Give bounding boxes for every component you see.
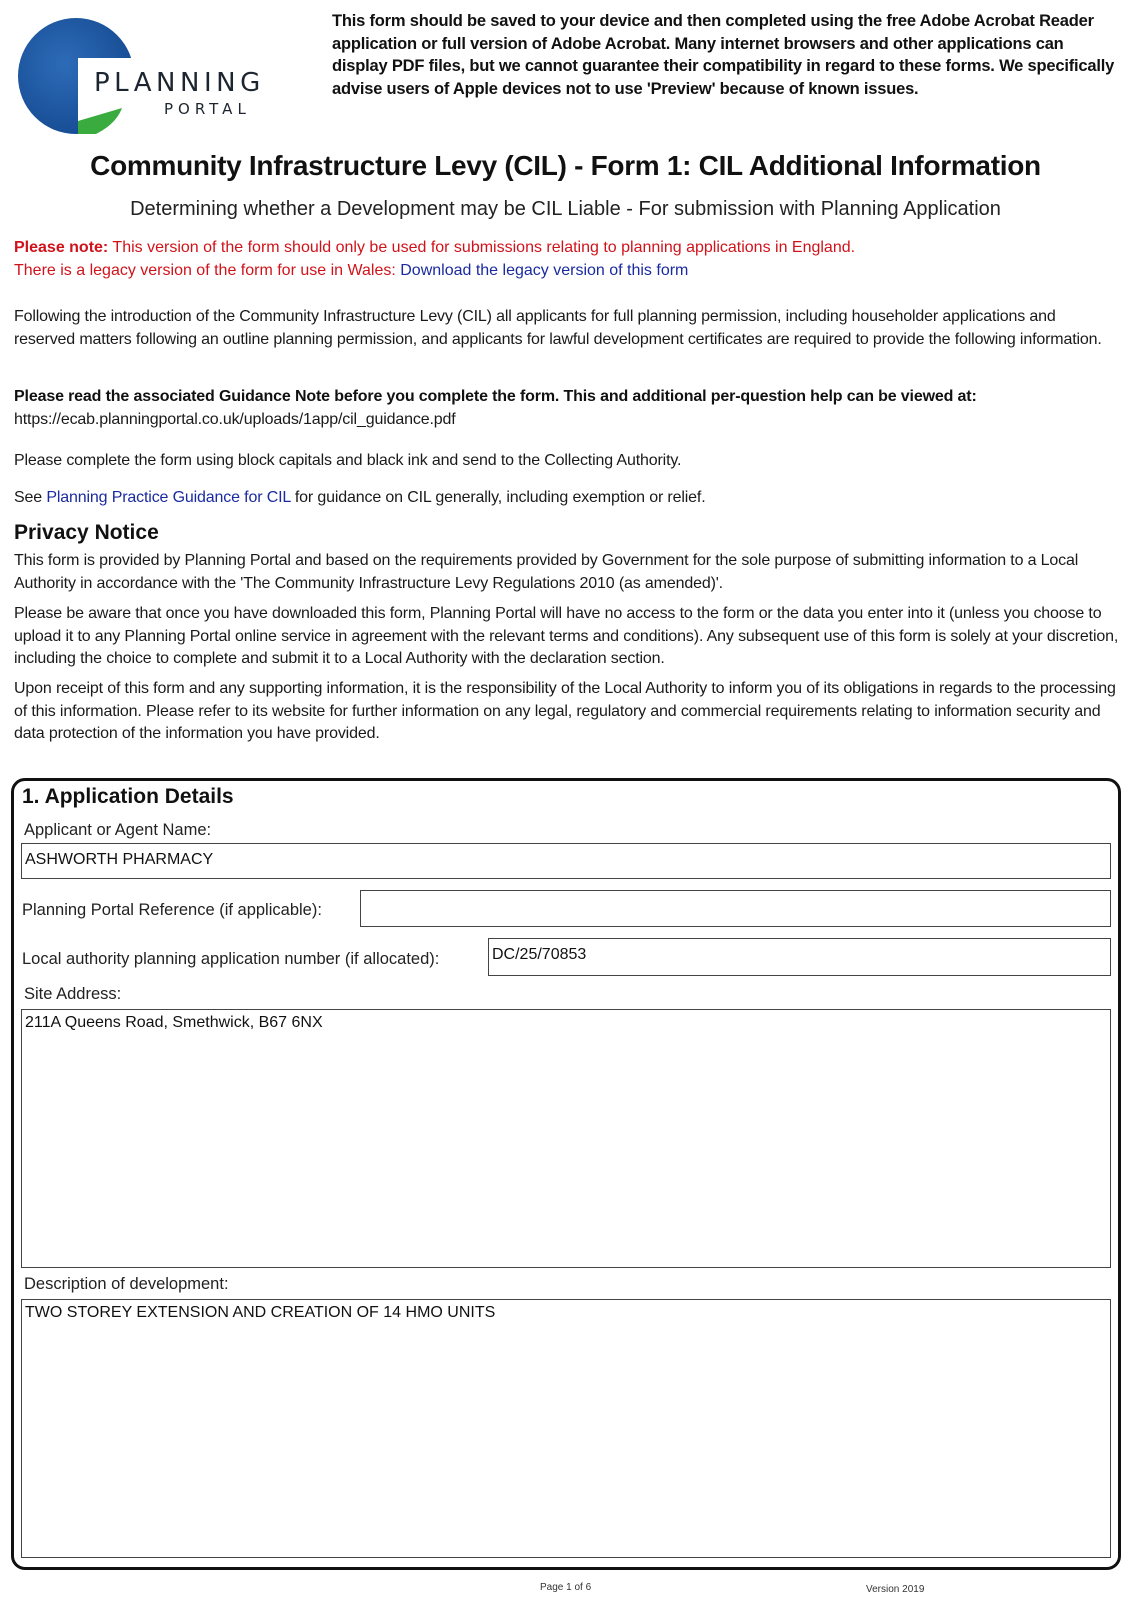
privacy-paragraph-2: Please be aware that once you have downloaded this form, Planning Portal will have no access to the form or the data you enter into it (unless you choose to upload it to any Planning Portal online service in agreement with the relevant terms and conditions). Any subsequent use of this form is solely at your discretion, including the choice to complete and submit it to a Local Authority with the declaration section. — [14, 605, 1119, 667]
site-address-label: Site Address: — [24, 985, 122, 1003]
portal-reference-field[interactable] — [360, 890, 1111, 927]
privacy-paragraph-1: This form is provided by Planning Portal and based on the requirements provided by Government for the sole purpose of submitting information to a Local Authority in accordance with the 'The Community Infrastructure Levy Regulations 2010 (as amended)'. — [14, 552, 1079, 592]
guidance-note-instruction: Please read the associated Guidance Note before you complete the form. This and additional per-question help can be viewed at: — [14, 388, 977, 405]
page-subtitle: Determining whether a Development may be CIL Liable - For submission with Planning Application — [130, 198, 1001, 220]
page-title: Community Infrastructure Levy (CIL) - Form 1: CIL Additional Information — [90, 150, 1041, 181]
privacy-paragraph-3: Upon receipt of this form and any supporting information, it is the responsibility of the Local Authority to inform you of its obligations in regards to the processing of this information. Please refer to its website for further information on any legal, regulatory and commercial requirements relating to information security and data protection of the information you have provided. — [14, 680, 1116, 742]
version-label: Version 2019 — [866, 1584, 925, 1595]
applicant-name-label: Applicant or Agent Name: — [24, 821, 212, 839]
logo-text-planning: PLANNING — [94, 68, 265, 98]
wales-legacy-note — [14, 260, 688, 282]
cil-guidance-link[interactable]: https://ecab.planningportal.co.uk/uploads/1app/cil_guidance.pdf — [14, 411, 456, 428]
la-application-number-label: Local authority planning application number (if allocated): — [22, 950, 440, 968]
intro-paragraph: Following the introduction of the Community Infrastructure Levy (CIL) all applicants for full planning permission, including householder applications and reserved matters following an outline planning permission, and applicants for lawful development certificates are required to provide the following information. — [14, 308, 1102, 348]
legacy-text: There is a legacy version of the form for use in Wales: — [14, 262, 401, 279]
portal-reference-label: Planning Portal Reference (if applicable): — [22, 901, 322, 919]
see-prefix: See — [14, 489, 47, 506]
england-only-note — [14, 237, 855, 259]
please-note-text: This version of the form should only be used for submissions relating to planning applications in England. — [108, 239, 856, 256]
planning-portal-logo — [14, 14, 284, 139]
description-label: Description of development: — [24, 1275, 229, 1293]
page-number: Page 1 of 6 — [540, 1582, 592, 1593]
privacy-notice-heading: Privacy Notice — [14, 521, 159, 544]
adobe-reader-notice: This form should be saved to your device and then completed using the free Adobe Acrobat Reader application or full version of Adobe Acrobat. Many internet browsers and other applications can display PDF files, but we cannot guarantee their compatibility in regard to these forms. We specifically advise users of Apple devices not to use 'Preview' because of known issues. — [332, 12, 1115, 98]
la-application-number-field[interactable]: DC/25/70853 — [488, 938, 1111, 976]
see-guidance-line — [14, 487, 1119, 510]
planning-practice-guidance-link[interactable]: Planning Practice Guidance for CIL — [46, 489, 291, 506]
description-field[interactable]: TWO STOREY EXTENSION AND CREATION OF 14 HMO UNITS — [21, 1299, 1111, 1558]
block-capitals-instruction: Please complete the form using block capitals and black ink and send to the Collecting Authority. — [14, 452, 682, 469]
logo-text-portal: PORTAL — [164, 100, 251, 118]
applicant-name-field[interactable]: ASHWORTH PHARMACY — [21, 843, 1111, 879]
site-address-field[interactable]: 211A Queens Road, Smethwick, B67 6NX — [21, 1009, 1111, 1268]
download-legacy-form-link[interactable]: Download the legacy version of this form — [400, 262, 689, 279]
see-suffix: for guidance on CIL generally, including exemption or relief. — [290, 489, 706, 506]
please-note-label: Please note: — [14, 239, 109, 256]
section-title: 1. Application Details — [22, 785, 234, 808]
